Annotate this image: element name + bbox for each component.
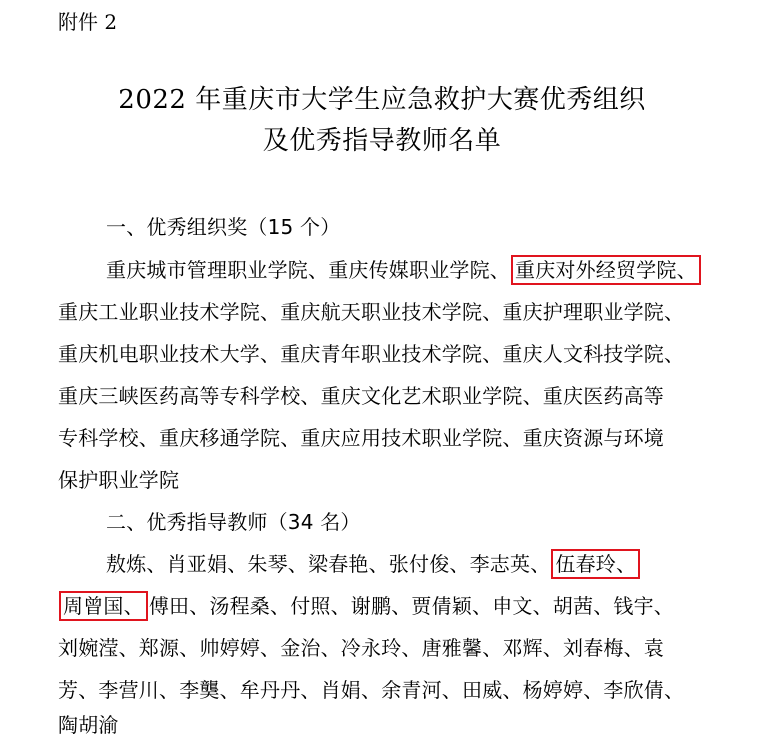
section1-line: 重庆机电职业技术大学、重庆青年职业技术学院、重庆人文科技学院、 bbox=[58, 342, 685, 366]
section2-line bbox=[58, 591, 674, 621]
highlighted-teacher: 周曾国、 bbox=[59, 591, 148, 621]
section1-line: 重庆工业职业技术学院、重庆航天职业技术学院、重庆护理职业学院、 bbox=[58, 300, 685, 324]
section1-line: 专科学校、重庆移通学院、重庆应用技术职业学院、重庆资源与环境 bbox=[58, 426, 664, 450]
highlighted-organization: 重庆对外经贸学院、 bbox=[511, 255, 701, 285]
section2-line: 芳、李营川、李龑、牟丹丹、肖娟、余青河、田威、杨婷婷、李欣倩、 bbox=[58, 678, 685, 702]
section2-heading: 二、优秀指导教师（34 名） bbox=[106, 510, 361, 534]
section2-line bbox=[106, 549, 641, 579]
section1-line: 重庆三峡医药高等专科学校、重庆文化艺术职业学院、重庆医药高等 bbox=[58, 384, 664, 408]
section2-line: 刘婉滢、郑源、帅婷婷、金治、冷永玲、唐雅馨、邓辉、刘春梅、袁 bbox=[58, 636, 664, 660]
highlighted-teacher: 伍春玲、 bbox=[551, 549, 640, 579]
section2-line-text: 敖炼、肖亚娟、朱琴、梁春艳、张付俊、李志英、 bbox=[106, 552, 551, 576]
document-title-line-2: 及优秀指导教师名单 bbox=[262, 126, 502, 156]
document-title-line-1: 2022 年重庆市大学生应急救护大赛优秀组织 bbox=[118, 85, 646, 115]
section2-line: 陶胡渝 bbox=[58, 713, 119, 737]
section1-line: 保护职业学院 bbox=[58, 468, 180, 492]
section1-line-text: 重庆城市管理职业学院、重庆传媒职业学院、 bbox=[106, 258, 510, 282]
section1-line bbox=[106, 255, 702, 285]
attachment-label: 附件 2 bbox=[58, 10, 118, 34]
section2-line-text: 傅田、汤程桑、付照、谢鹏、贾倩颖、申文、胡茜、钱宇、 bbox=[148, 594, 675, 618]
section1-heading: 一、优秀组织奖（15 个） bbox=[106, 215, 341, 239]
